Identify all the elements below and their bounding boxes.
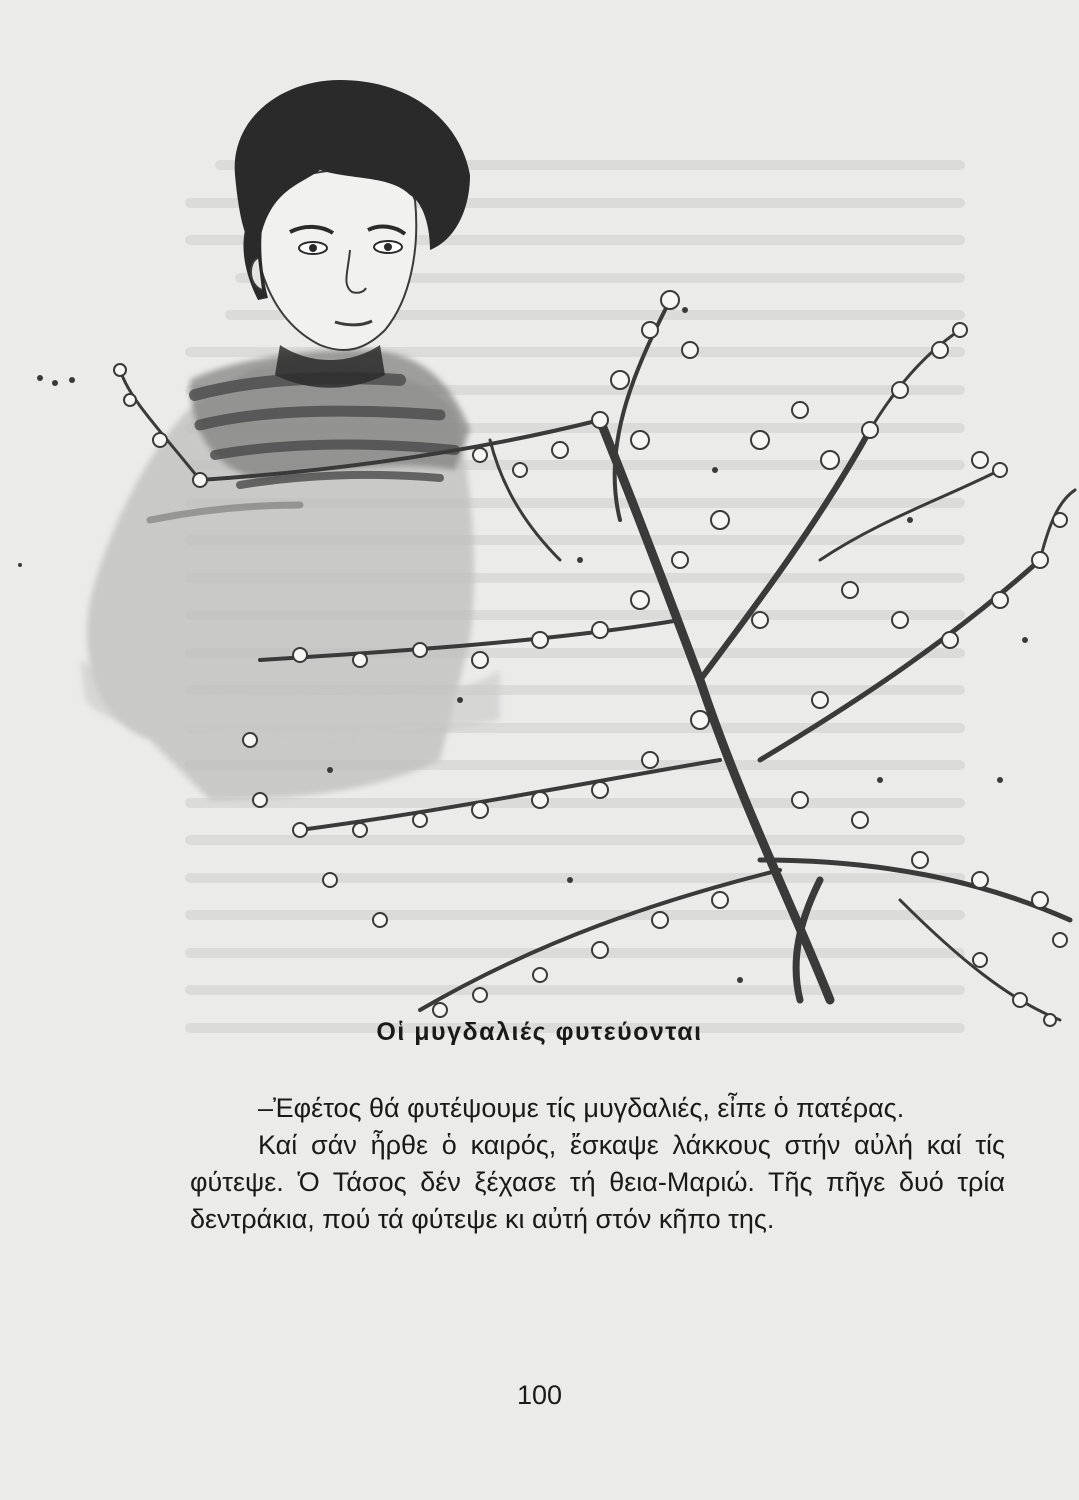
paragraph-2: Καί σάν ἦρθε ὁ καιρός, ἔσκαψε λάκκους στήν αὐλή καί τίς φύτεψε. Ὁ Τάσος δέν ξέχασε τή θεια-Μαριώ. Τῆς πῆγε δυό τρία δεντράκια, πού τά φύτεψε κι αὐτή στόν κῆπο της. — [190, 1130, 1005, 1234]
page-number: 100 — [516, 1380, 563, 1410]
boy-head — [235, 80, 470, 350]
body-text — [190, 1090, 1005, 1238]
paragraph-1: –Ἐφέτος θά φυτέψουμε τίς μυγδαλιές, εἶπε ὁ πατέρας. — [258, 1093, 905, 1123]
chapter-title: Οἱ μυγδαλιές φυτεύονται — [376, 1018, 703, 1046]
